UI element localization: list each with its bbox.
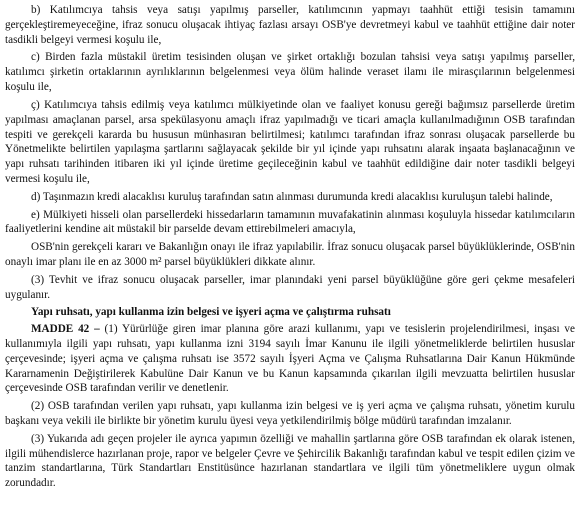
section-heading: Yapı ruhsatı, yapı kullanma izin belgesi ve işyeri açma ve çalıştırma ruhsatı bbox=[31, 306, 391, 319]
paragraph-c-cedilla: ç) Katılımcıya tahsis edilmiş veya katılımcı mülkiyetinde olan ve faaliyet konusu gereği bağımsız parsellerde üretim yapılması amaçlanan parsel, arsa spekülasyonu amaçlı ifraz yapılmadığı ve ticari amaçla kullanılmadığının OSB tarafından tespiti ve gerekçeli kararda bu hususun münhasıran belirtilmesi; katılımcı tarafından ifraz sonrası oluşacak parsellerde bu Yönetmelikte belirtilen yapılaşma şartlarını sağlayacak şekilde bir yıl içinde yapı ruhsatını alarak inşaata başlanacağının ve yapı ruhsatı tarihinden itibaren iki yıl içinde üretime geçileceğinin kabul ve taahhüt edildiğine dair noter tasdikli belgeyi vermesi koşulu ile, bbox=[5, 98, 575, 186]
article-42-paragraph-2: (2) OSB tarafından verilen yapı ruhsatı, yapı kullanma izin belgesi ve iş yeri açma ve çalışma ruhsatı, yönetim kurulu başkanı veya vekili ile birlikte bir yönetim kurulu üyesi veya yetkilendirilmiş bölge müdürü tarafından imzalanır. bbox=[5, 400, 575, 427]
article-42-paragraph-1-text: (1) Yürürlüğe giren imar planına göre arazi kullanımı, yapı ve tesislerin projelendirilmesi, inşası ve kullanımıyla ilgili yapı ruhsatı, yapı kullanma izni 3194 sayılı İmar Kanunu ile ilgili yönetmeliklerde belirtilen hususlar çerçevesinde; işyeri açma ve çalışma ruhsatı ise 3572 sayılı İşyeri Açma ve Çalışma Ruhsatlarına Dair Kanun Hükmünde Kararnamenin Değiştirilerek Kabulüne Dair Kanun ve bu Kanun kapsamında çıkarılan ilgili mevzuatta belirtilen hususlar çerçevesinde OSB tarafından verilir ve denetlenir. bbox=[5, 323, 575, 395]
paragraph-c: c) Birden fazla müstakil üretim tesisinden oluşan ve şirket ortaklığı bozulan tahsisi veya satışı yapılmış parseller, katılımcı şirketin ortaklarının ayrılıklarının belgelenmesi veya ölüm halinde veraset ilamı ile mirasçılarının belgelenmesi koşulu ile, bbox=[5, 51, 575, 94]
article-number: MADDE 42 – bbox=[31, 323, 100, 335]
paragraph-b: b) Katılımcıya tahsis veya satışı yapılmış parseller, katılımcının yapmayı taahhüt ettiği tesisin tamamını gerçekleştiremeyeceğine, ifraz sonucu oluşacak ihtiyaç fazlası arsayı OSB'ye devretmeyi kabul ve taahhüt ettiğine dair noter tasdikli belgeyi vermesi koşulu ile, bbox=[5, 4, 575, 46]
article-42-paragraph-3: (3) Yukarıda adı geçen projeler ile ayrıca yapımın özelliği ve mahallin şartlarına göre OSB tarafından ek olarak istenen, ilgili mühendislerce hazırlanan proje, rapor ve belgeler Çevre ve Şehircilik Bakanlığı tarafından kabul ve tespit edilen çizim ve tanzim standartlarına, Türk Standartları Enstitüsünce hazırlanan standartlara ve ilgili tüm yönetmeliklere uygun olmak zorundadır. bbox=[5, 432, 575, 490]
paragraph-d: d) Taşınmazın kredi alacaklısı kuruluş tarafından satın alınması durumunda kredi alacaklısı kuruluşun talebi halinde, bbox=[31, 190, 553, 203]
article-42-paragraph-1 bbox=[5, 322, 575, 396]
paragraph-e: e) Mülkiyeti hisseli olan parsellerdeki hissedarların tamamının muvafakatinin alınması koşuluyla hissedar katılımcıların faaliyetlerini kendine ait müstakil bir parselde devam ettirebilmeleri amacıyla, bbox=[5, 208, 575, 236]
paragraph-3-setback: (3) Tevhit ve ifraz sonucu oluşacak parseller, imar planındaki yeni parsel büyüklüğüne göre geri çekme mesafeleri uygulanır. bbox=[5, 273, 575, 301]
paragraph-osb-decision: OSB'nin gerekçeli kararı ve Bakanlığın onayı ile ifraz yapılabilir. İfraz sonucu oluşacak parsel büyüklüklerinde, OSB'nin onaylı imar planı ile en az 3000 m² parsel büyüklükleri dikkate alınır. bbox=[5, 241, 575, 268]
